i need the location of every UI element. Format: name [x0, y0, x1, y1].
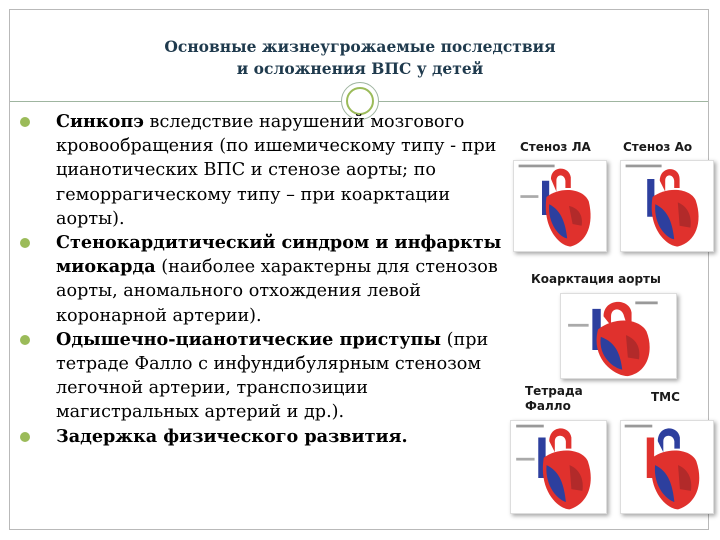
heart-image-tga	[621, 421, 713, 513]
heart-diagram-stenosis-la	[513, 160, 607, 252]
slide-title	[60, 36, 660, 80]
bullet-dot-icon	[20, 432, 30, 442]
slide-title-line1: Основные жизнеугрожаемые последствия	[164, 37, 556, 56]
label-tetrad-line1: Тетрада	[525, 384, 583, 398]
label-tga: ТМС	[651, 390, 680, 404]
bullet-text: (наиболее характерны для стенозов аорты, аномального отхождения левой коронарной артерии).	[56, 257, 498, 326]
heart-image-tetrad	[511, 421, 606, 513]
bullet-heading: Синкопэ	[56, 111, 144, 132]
heart-image-coarctation	[561, 294, 676, 378]
bullet-dot-icon	[20, 117, 30, 127]
bullet-text: вследствие нарушений мозгового кровообращения (по ишемическому типу - при цианотических ВПС и стенозе аорты; по геморрагическому типу – при коарктации аорты).	[56, 112, 497, 229]
slide-title-line2: и осложнения ВПС у детей	[236, 59, 484, 78]
heart-image-stenosis-la	[514, 161, 606, 251]
bullet-text: (при тетраде Фалло с инфундибулярным стенозом легочной артерии, транспозиции магистральных артерий и др.).	[56, 329, 489, 423]
bullet-item-cyanotic	[18, 328, 503, 425]
bullet-heading: Задержка физического развития.	[56, 425, 408, 447]
bullet-list	[18, 110, 503, 449]
bullet-item-syncope	[18, 110, 503, 231]
bullet-dot-icon	[20, 335, 30, 345]
label-tetrad	[525, 384, 583, 414]
heart-diagram-tetrad	[510, 420, 607, 514]
heart-diagram-tga	[620, 420, 714, 514]
bullet-dot-icon	[20, 238, 30, 248]
bullet-heading: Стенокардитический синдром и инфаркты миокарда	[56, 232, 502, 278]
bullet-item-angina	[18, 231, 503, 328]
heart-image-stenosis-ao	[621, 161, 713, 251]
heart-diagram-stenosis-ao	[620, 160, 714, 252]
bullet-item-growth	[18, 425, 503, 449]
label-coarctation: Коарктация аорты	[531, 272, 661, 286]
label-stenosis-ao: Стеноз Ао	[623, 140, 693, 154]
label-stenosis-la: Стеноз ЛА	[520, 140, 591, 154]
label-tetrad-line2: Фалло	[525, 399, 571, 413]
bullet-heading: Одышечно-цианотические приступы	[56, 328, 442, 350]
heart-diagram-coarctation	[560, 293, 677, 379]
